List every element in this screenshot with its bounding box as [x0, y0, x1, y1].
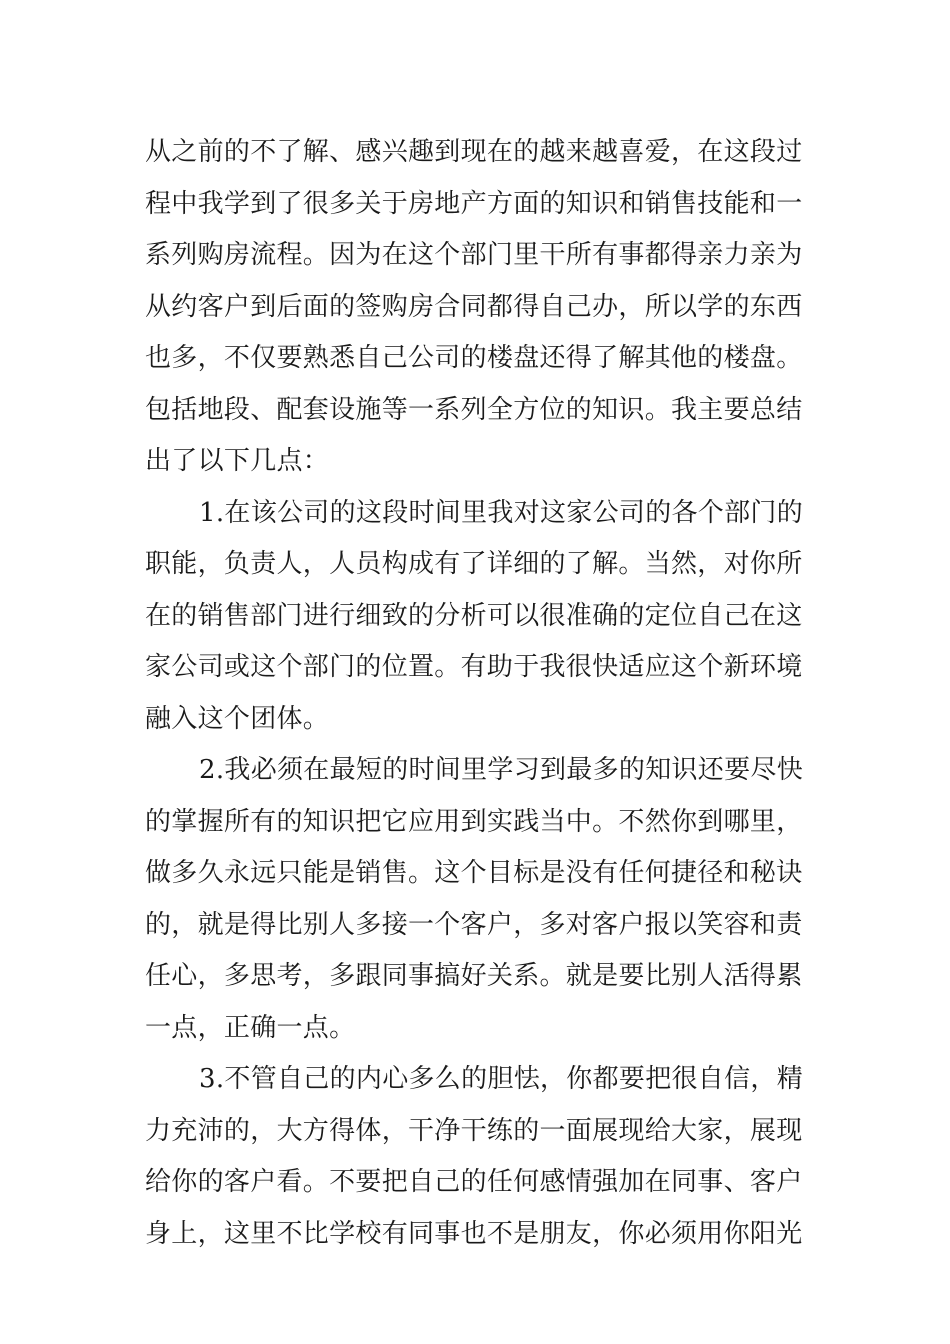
text-line: 在的销售部门进行细致的分析可以很准确的定位自己在这	[145, 600, 803, 631]
text-line: 一点，正确一点。	[145, 1012, 356, 1043]
text-line: 系列购房流程。因为在这个部门里干所有事都得亲力亲为	[145, 240, 803, 270]
text-line: 融入这个团体。	[145, 703, 330, 734]
text-line: 给你的客户看。不要把自己的任何感情强加在同事、客户	[145, 1167, 803, 1197]
paragraph-2-start: 2.我必须在最短的时间里学习到最多的知识还要尽快	[199, 755, 804, 785]
text-line: 力充沛的，大方得体，干净干练的一面展现给大家，展现	[145, 1115, 803, 1146]
text-line: 职能，负责人，人员构成有了详细的了解。当然，对你所	[145, 549, 803, 579]
text-line: 程中我学到了很多关于房地产方面的知识和销售技能和一	[145, 188, 803, 219]
body-text	[145, 127, 810, 1260]
text-line: 从之前的不了解、感兴趣到现在的越来越喜爱，在这段过	[145, 137, 803, 167]
text-line: 身上，这里不比学校有同事也不是朋友，你必须用你阳光	[145, 1218, 803, 1249]
paragraph-3-start: 3.不管自己的内心多么的胆怯，你都要把很自信，精	[199, 1064, 804, 1094]
text-line: 家公司或这个部门的位置。有助于我很快适应这个新环境	[145, 652, 803, 682]
text-line: 的掌握所有的知识把它应用到实践当中。不然你到哪里，	[145, 806, 803, 837]
text-line: 的，就是得比别人多接一个客户，多对客户报以笑容和责	[145, 909, 803, 940]
text-line: 从约客户到后面的签购房合同都得自己办，所以学的东西	[145, 291, 803, 322]
text-line: 做多久永远只能是销售。这个目标是没有任何捷径和秘诀	[145, 858, 803, 888]
text-line: 任心，多思考，多跟同事搞好关系。就是要比别人活得累	[145, 961, 803, 991]
paragraph-1-start: 1.在该公司的这段时间里我对这家公司的各个部门的	[199, 497, 804, 528]
text-line: 出了以下几点：	[145, 446, 330, 476]
text-line: 也多，不仅要熟悉自己公司的楼盘还得了解其他的楼盘。	[145, 343, 803, 373]
text-line: 包括地段、配套设施等一系列全方位的知识。我主要总结	[145, 394, 803, 425]
